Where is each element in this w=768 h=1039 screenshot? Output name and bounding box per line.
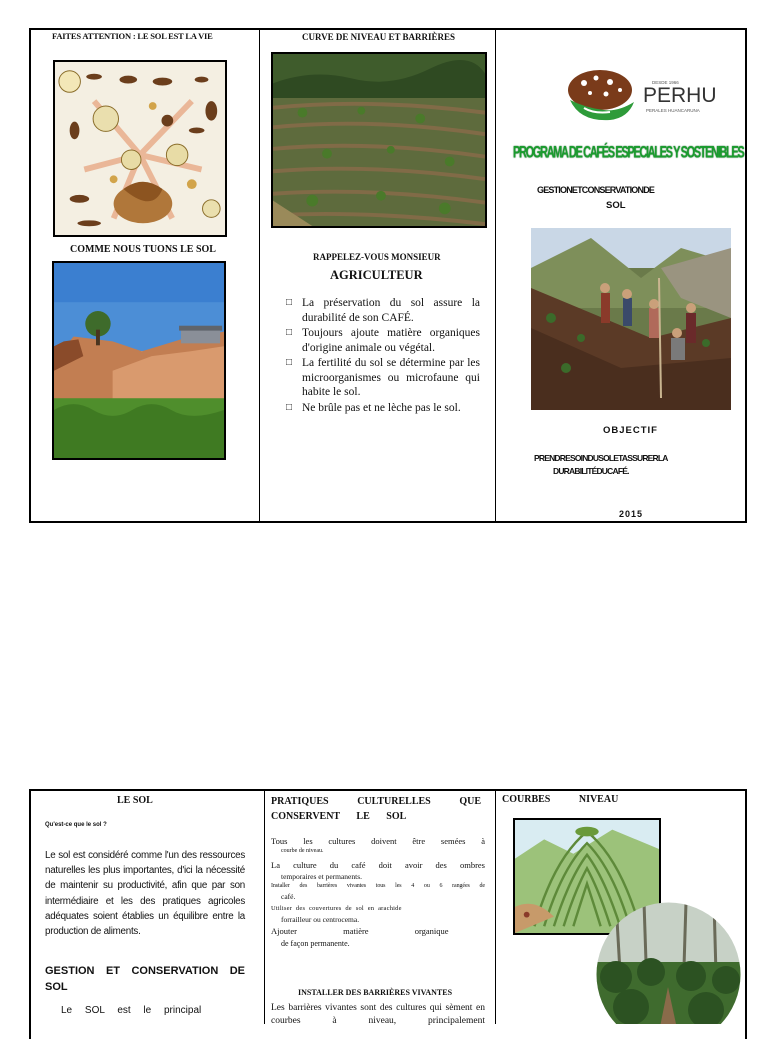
- living-barriers-text: Les barrières vivantes sont des cultures qui sèment en courbes à niveau, principalement: [271, 1003, 485, 1026]
- heading-soil-is-life: FAITES ATTENTION : LE SOL EST LA VIE: [52, 31, 213, 41]
- logo-since: DESDE 1966: [652, 80, 679, 85]
- subtitle-line2: SOL: [606, 200, 626, 211]
- reminder-heading-line1: RAPPELEZ-VOUS MONSIEUR: [313, 252, 441, 262]
- reminder-bullet: □ La fertilité du sol se détermine par les microorganismes ou microfaune qui habite le sol.: [286, 356, 480, 400]
- reminder-bullet-list: [286, 296, 480, 416]
- practice-item: La culture du café doit avoir des ombres: [271, 860, 485, 870]
- reminder-bullet: □ Ne brûle pas et ne lèche pas le sol.: [286, 401, 480, 416]
- objectif-line1: PRENDRESOINDUSOLETASSURERLA: [534, 453, 668, 463]
- soil-principal-text: Le SOL est le principal: [61, 1005, 202, 1016]
- practices-list: [271, 835, 485, 951]
- year-label: 2015: [619, 509, 644, 519]
- practice-item-cont: café.: [281, 892, 296, 901]
- coffee-plantation-photo: [596, 902, 741, 1024]
- column-divider: [264, 791, 265, 1024]
- practice-item: Tous les cultures doivent être semées à: [271, 836, 485, 846]
- reminder-bullet: □ Toujours ajoute matière organiques d'origine animale ou végétal.: [286, 326, 480, 355]
- program-title: PROGRAMA DE CAFÉS ESPECIALES Y SOSTENIBLES: [513, 144, 744, 162]
- practice-item: Utiliser des couvertures de sol en arachide: [271, 905, 402, 912]
- heading-living-barriers: INSTALLER DES BARRIÈRES VIVANTES: [298, 988, 453, 997]
- heading-soil-management: GESTION ET CONSERVATION DE SOL: [45, 965, 245, 993]
- soil-organisms-illustration: [53, 60, 227, 237]
- logo-brand: PERHU: [643, 84, 717, 107]
- eroded-soil-photo: [52, 261, 226, 460]
- reminder-bullet: □ La préservation du sol assure la durabilité de son CAFÉ.: [286, 296, 480, 325]
- practice-item: Installer des barrières vivantes tous les 4 ou 6 rangées de: [271, 883, 485, 889]
- heading-cultural-practices: PRATIQUES CULTURELLES QUE CONSERVENT LE SOL: [271, 796, 481, 822]
- heading-contour-barriers: CURVE DE NIVEAU ET BARRIÈRES: [302, 32, 456, 42]
- contour-terraces-photo: [271, 52, 487, 228]
- practice-item-cont: courbe de niveau.: [281, 848, 324, 854]
- farmers-field-photo: [531, 228, 731, 410]
- practice-item: Ajouter matière organique: [271, 926, 449, 936]
- coffee-hand-logo-icon: [566, 68, 636, 124]
- column-divider: [495, 791, 496, 1024]
- question-what-is-soil: Qu'est-ce que le sol ?: [45, 822, 107, 828]
- practice-item-cont: de façon permanente.: [281, 939, 350, 948]
- subtitle-line1: GESTIONETCONSERVATIONDE: [537, 185, 655, 195]
- heading-le-sol: LE SOL: [117, 795, 153, 806]
- heading-how-we-kill-soil: COMME NOUS TUONS LE SOL: [70, 244, 216, 255]
- heading-contour-lines: COURBES NIVEAU: [502, 794, 619, 805]
- soil-definition-paragraph: Le sol est considéré comme l'un des ressources naturelles les plus importantes, d'ici la nécessité de maintenir su productivité, afin que par son intermédiaire et les des pratiques agricoles adéquates soient établies un équilibre entre la production de aliments.: [45, 850, 245, 938]
- practice-item-cont: forrailleur ou centrocema.: [281, 915, 360, 924]
- perhu-logo: [566, 68, 726, 124]
- column-divider: [259, 30, 260, 521]
- reminder-heading-line2: AGRICULTEUR: [330, 268, 423, 282]
- objectif-label: OBJECTIF: [603, 425, 658, 436]
- objectif-line2: DURABILITÉDUCAFÉ.: [553, 466, 629, 476]
- practice-item-cont: temporaires et permanents.: [281, 872, 363, 881]
- column-divider: [495, 30, 496, 521]
- logo-subtitle: PERALES HUANCARUNA: [646, 108, 700, 113]
